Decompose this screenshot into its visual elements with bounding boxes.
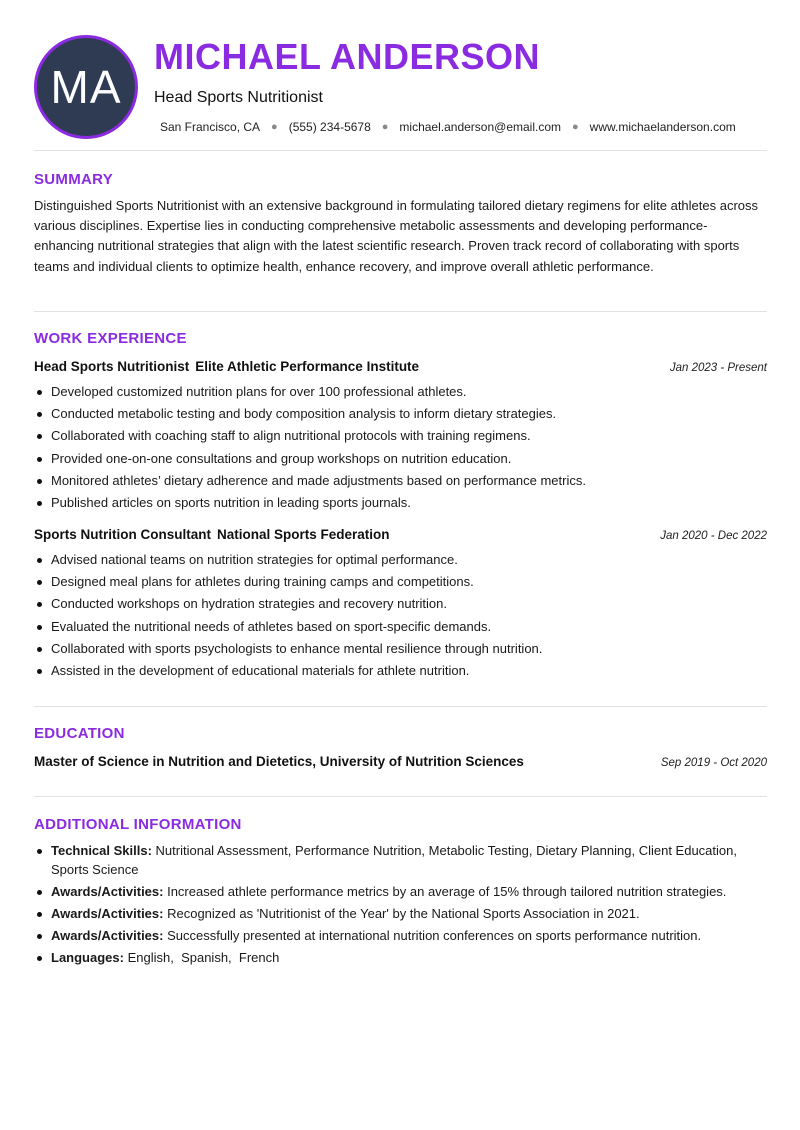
contact-location: San Francisco, CA: [160, 120, 261, 134]
contact-website[interactable]: www.michaelanderson.com: [589, 120, 736, 134]
job-bullets: [34, 549, 767, 682]
item-text: Increased athlete performance metrics by an average of 15% through tailored nutrition strategies.: [167, 883, 727, 899]
divider: [34, 706, 767, 707]
item-label: Technical Skills:: [51, 843, 152, 858]
summary-heading: SUMMARY: [34, 171, 114, 188]
list-item: Developed customized nutrition plans for over 100 professional athletes.: [34, 381, 767, 403]
job-bullets: [34, 381, 767, 514]
job-role: Head Sports Nutritionist: [34, 359, 190, 374]
education-dates: Sep 2019 - Oct 2020: [660, 757, 767, 769]
item-label: Languages:: [51, 950, 124, 965]
list-item: [34, 883, 767, 902]
item-label: Awards/Activities:: [51, 905, 164, 921]
item-text: Recognized as 'Nutritionist of the Year' by the National Sports Association in 2021.: [167, 905, 640, 921]
avatar-initials: MA: [50, 61, 122, 113]
separator-dot: ●: [271, 121, 278, 133]
item-label: Awards/Activities:: [51, 883, 164, 899]
education-entry: [34, 754, 767, 769]
list-item: Conducted metabolic testing and body composition analysis to inform dietary strategies.: [34, 403, 767, 425]
separator-dot: ●: [572, 121, 579, 133]
list-item: [34, 842, 767, 879]
candidate-name: MICHAEL ANDERSON: [154, 36, 541, 77]
additional-list: [34, 842, 767, 971]
list-item: [34, 905, 767, 924]
divider: [34, 150, 767, 151]
job-dates: Jan 2023 - Present: [669, 362, 767, 374]
divider: [34, 796, 767, 797]
contact-email[interactable]: michael.anderson@email.com: [399, 120, 562, 134]
summary-text: Distinguished Sports Nutritionist with an extensive background in formulating tailored dietary regimens for elite athletes across various disciplines. Expertise lies in conducting comprehensive metabolic assessments and developing performance-enhancing nutritional strategies that align with the latest scientific research. Proven track record of collaborating with sports teams and individual clients to optimize health, enhance recovery, and improve overall athletic performance.: [34, 198, 759, 274]
contact-bar: [160, 120, 736, 134]
list-item: Evaluated the nutritional needs of athletes based on sport-specific demands.: [34, 616, 767, 638]
job-header: [34, 527, 767, 542]
list-item: Collaborated with sports psychologists to enhance mental resilience through nutrition.: [34, 638, 767, 660]
item-label: Awards/Activities:: [51, 927, 164, 943]
job-org: Elite Athletic Performance Institute: [195, 359, 420, 374]
experience-heading: WORK EXPERIENCE: [34, 330, 187, 347]
contact-phone[interactable]: (555) 234-5678: [288, 120, 371, 134]
job-dates: Jan 2020 - Dec 2022: [660, 530, 767, 542]
job-role: Sports Nutrition Consultant: [34, 527, 211, 542]
list-item: Published articles on sports nutrition in leading sports journals.: [34, 492, 767, 514]
list-item: Provided one-on-one consultations and group workshops on nutrition education.: [34, 448, 767, 470]
list-item: Assisted in the development of educational materials for athlete nutrition.: [34, 660, 767, 682]
item-text: Nutritional Assessment, Performance Nutrition, Metabolic Testing, Dietary Planning, Client Education, Sports Science: [51, 843, 737, 877]
job-header: [34, 359, 767, 374]
divider: [34, 311, 767, 312]
list-item: Monitored athletes’ dietary adherence and made adjustments based on performance metrics.: [34, 470, 767, 492]
list-item: [34, 949, 767, 968]
candidate-title: Head Sports Nutritionist: [154, 89, 323, 106]
item-text: Successfully presented at international nutrition conferences on sports performance nutrition.: [167, 927, 702, 943]
job-title-line: [34, 527, 390, 542]
list-item: Conducted workshops on hydration strategies and recovery nutrition.: [34, 593, 767, 615]
education-degree: Master of Science in Nutrition and Dietetics, University of Nutrition Sciences: [34, 754, 524, 769]
list-item: [34, 927, 767, 946]
avatar: [34, 35, 138, 139]
item-text: English, Spanish, French: [127, 950, 280, 965]
separator-dot: ●: [381, 121, 389, 133]
list-item: Collaborated with coaching staff to align nutritional protocols with training regimens.: [34, 425, 767, 447]
list-item: Designed meal plans for athletes during training camps and competitions.: [34, 571, 767, 593]
education-heading: EDUCATION: [34, 725, 125, 742]
job-org: National Sports Federation: [216, 527, 390, 542]
additional-heading: ADDITIONAL INFORMATION: [34, 816, 242, 833]
list-item: Advised national teams on nutrition strategies for optimal performance.: [34, 549, 767, 571]
job-title-line: [34, 359, 419, 374]
